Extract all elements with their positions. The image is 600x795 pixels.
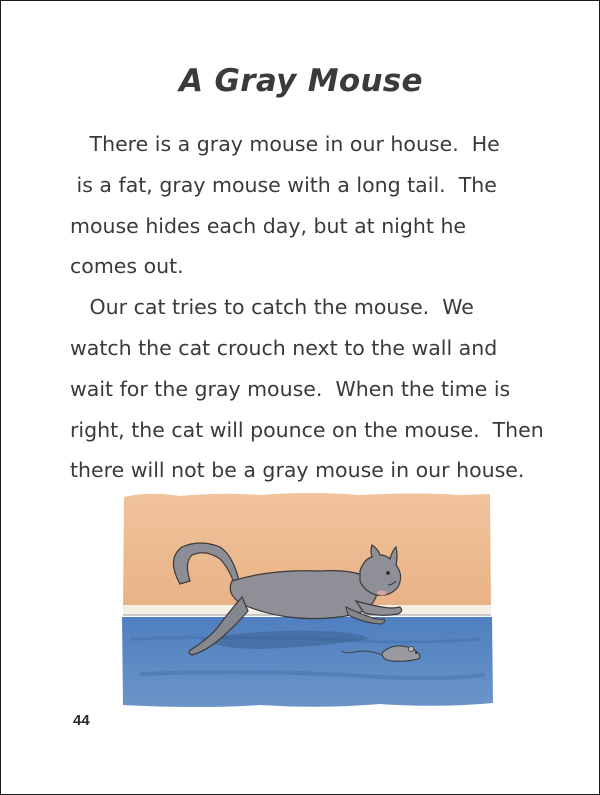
paragraph-2	[70, 287, 560, 491]
story-text	[70, 124, 560, 491]
text-line: wait for the gray mouse. When the time is	[70, 376, 511, 401]
text-line: Our cat tries to catch the mouse. We	[70, 295, 474, 320]
page-title: A Gray Mouse	[179, 63, 423, 99]
text-line: right, the cat will pounce on the mouse. Then	[70, 417, 544, 442]
cat-and-mouse-illustration	[120, 489, 495, 713]
paragraph-1	[70, 124, 560, 287]
floor	[122, 617, 493, 707]
page-number: 44	[73, 712, 90, 729]
text-line: watch the cat crouch next to the wall and	[70, 335, 498, 360]
text-line: comes out.	[70, 254, 184, 279]
text-line: There is a gray mouse in our house. He	[70, 132, 500, 156]
text-line: there will not be a gray mouse in our house.	[70, 458, 525, 483]
text-line: is a fat, gray mouse with a long tail. The	[70, 172, 497, 197]
text-line: mouse hides each day, but at night he	[70, 213, 467, 238]
